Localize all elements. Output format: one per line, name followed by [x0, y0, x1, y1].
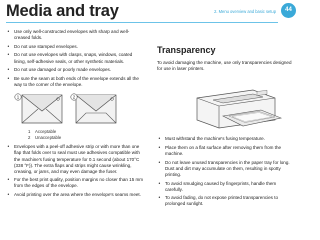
envelope-illustration	[12, 91, 132, 127]
page-title: Media and tray	[6, 2, 119, 20]
list-item: • Do not leave unused transparencies in the paper tray for long. Dust and dirt may accumulate on them, resulting in spotty printing.	[157, 160, 294, 178]
printer-transparency-figure	[183, 76, 283, 132]
envelope-adhesive-list	[6, 144, 144, 198]
right-column	[157, 29, 294, 210]
list-item: • Use only well-constructed envelopes with sharp and well-creased folds.	[6, 29, 144, 41]
envelope-guidelines-list	[6, 29, 144, 88]
envelope-seam-figure	[12, 91, 132, 127]
header-divider	[6, 22, 278, 23]
list-item: • For the best print quality, position margins no closer than 15 mm from the edges of the envelope.	[6, 177, 144, 189]
section-title: Transparency	[157, 45, 216, 55]
list-item: • Do not use envelopes with clasps, snaps, windows, coated lining, self-adhesive seals, or other synthetic materials.	[6, 52, 144, 64]
list-item: • To avoid smudging caused by fingerprints, handle them carefully.	[157, 181, 294, 193]
page-number-badge: 44	[281, 3, 296, 18]
printer-illustration	[183, 76, 283, 132]
breadcrumb: 2. Menu overview and basic setup	[214, 9, 276, 14]
figure-label-1: 1	[16, 94, 20, 100]
list-item: • Do not use stamped envelopes.	[6, 44, 144, 50]
transparency-guidelines-list	[157, 136, 294, 207]
section-intro: To avoid damaging the machine, use only transparencies designed for use in laser printers.	[157, 60, 292, 72]
list-item: • Avoid printing over the area where the envelope's seams meet.	[6, 192, 144, 198]
legend-item: 1 Acceptable	[28, 128, 57, 134]
list-item: • Place them on a flat surface after removing them from the machine.	[157, 145, 294, 157]
list-item: • Envelopes with a peel-off adhesive strip or with more than one flap that folds over to seal must use adhesives compatible with the machine's fusing temperature for 0.1 second (about 170°C (338 °F)). The extra flaps and strips might cause wrinkling, creasing, or jams, and may even damage the fuser.	[6, 144, 144, 174]
acceptable-envelope	[22, 95, 62, 123]
figure-label-2: 2	[72, 94, 76, 100]
page-header	[0, 0, 300, 28]
list-item: • Be sure the seam at both ends of the envelope extends all the way to the corner of the envelope.	[6, 76, 144, 88]
left-column	[6, 29, 144, 201]
list-item: • Do not use damaged or poorly made envelopes.	[6, 67, 144, 73]
list-item: • Must withstand the machine's fusing temperature.	[157, 136, 294, 142]
list-item: • To avoid fading, do not expose printed transparencies to prolonged sunlight.	[157, 195, 294, 207]
unacceptable-envelope	[76, 95, 116, 123]
figure-legend	[28, 129, 144, 141]
legend-item: 2 Unacceptable	[28, 134, 62, 140]
